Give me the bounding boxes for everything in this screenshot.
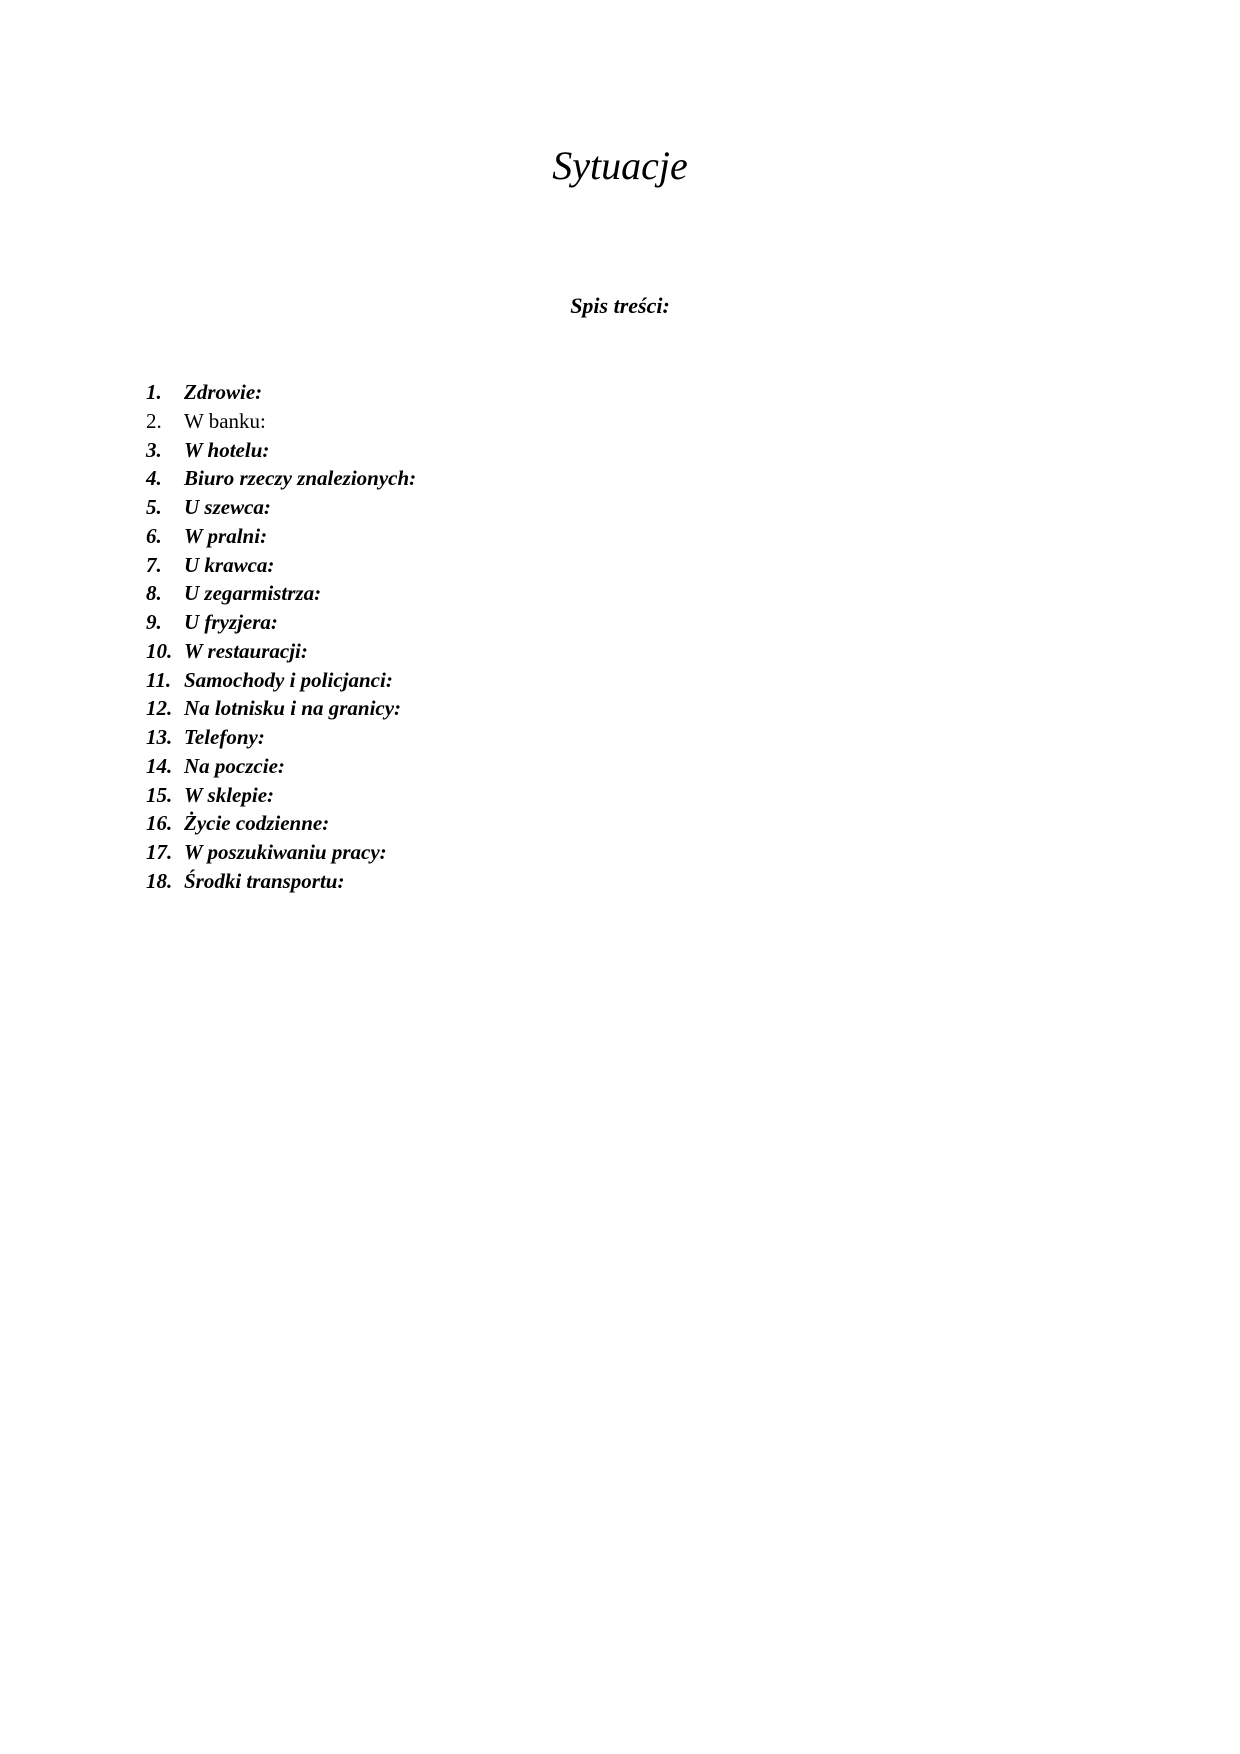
- toc-item-label: Samochody i policjanci:: [184, 667, 393, 692]
- toc-item: [146, 407, 416, 436]
- toc-item-label: Biuro rzeczy znalezionych:: [184, 466, 417, 491]
- toc-item-number: 1.: [146, 380, 162, 404]
- toc-item: [146, 752, 416, 781]
- toc-item: [146, 551, 416, 580]
- toc-item-number: 18.: [146, 868, 173, 893]
- toc-item-number: 13.: [146, 725, 173, 749]
- toc-item-label: Na lotnisku i na granicy:: [184, 696, 402, 721]
- toc-item-number: 9.: [146, 610, 162, 634]
- toc-item-number: 4.: [146, 466, 162, 491]
- toc-item-label: W pralni:: [184, 523, 268, 548]
- toc-item: [146, 637, 416, 666]
- toc-item-number: 6.: [146, 523, 162, 548]
- toc-item-label: W restauracji:: [184, 638, 308, 663]
- toc-item: [146, 464, 416, 493]
- toc-item: [146, 694, 416, 723]
- toc-item: [146, 608, 416, 637]
- toc-item-label: U fryzjera:: [184, 610, 278, 634]
- toc-item-label: U szewca:: [184, 495, 271, 519]
- toc-item-label: Środki transportu:: [184, 868, 345, 893]
- toc-item: [146, 809, 416, 838]
- toc-item: [146, 838, 416, 867]
- toc-heading: Spis treści:: [570, 293, 670, 318]
- toc-item-label: Na poczcie:: [184, 753, 285, 778]
- toc-item-number: 7.: [146, 552, 162, 577]
- toc-item-label: U krawca:: [184, 552, 275, 577]
- toc-item: [146, 436, 416, 465]
- toc-item-label: Życie codzienne:: [184, 811, 330, 836]
- toc-item-number: 14.: [146, 753, 173, 778]
- toc-item-number: 16.: [146, 811, 173, 836]
- toc-item-label: U zegarmistrza:: [184, 581, 322, 606]
- toc-item-number: 12.: [146, 696, 173, 721]
- toc-item-number: 17.: [146, 840, 173, 864]
- toc-item-number: 10.: [146, 638, 173, 663]
- toc-item: [146, 867, 416, 896]
- toc-item-number: 3.: [146, 437, 162, 462]
- document-title: Sytuacje: [552, 143, 688, 188]
- toc-item-number: 5.: [146, 495, 162, 519]
- toc-item-number: 8.: [146, 581, 162, 606]
- toc-item-label: W banku:: [184, 408, 266, 433]
- toc-item-label: W poszukiwaniu pracy:: [184, 840, 387, 864]
- toc-item: [146, 493, 416, 522]
- toc-item-label: W hotelu:: [184, 437, 270, 462]
- toc-item-label: W sklepie:: [184, 782, 275, 807]
- toc-list: [146, 378, 416, 896]
- toc-item: [146, 378, 416, 407]
- toc-item-number: 11.: [146, 667, 172, 692]
- toc-item-number: 2.: [146, 408, 162, 433]
- toc-item: [146, 579, 416, 608]
- toc-item-label: Telefony:: [184, 725, 265, 749]
- toc-item: [146, 666, 416, 695]
- toc-item: [146, 522, 416, 551]
- toc-item-number: 15.: [146, 782, 173, 807]
- toc-item: [146, 723, 416, 752]
- toc-item: [146, 781, 416, 810]
- toc-item-label: Zdrowie:: [184, 380, 263, 404]
